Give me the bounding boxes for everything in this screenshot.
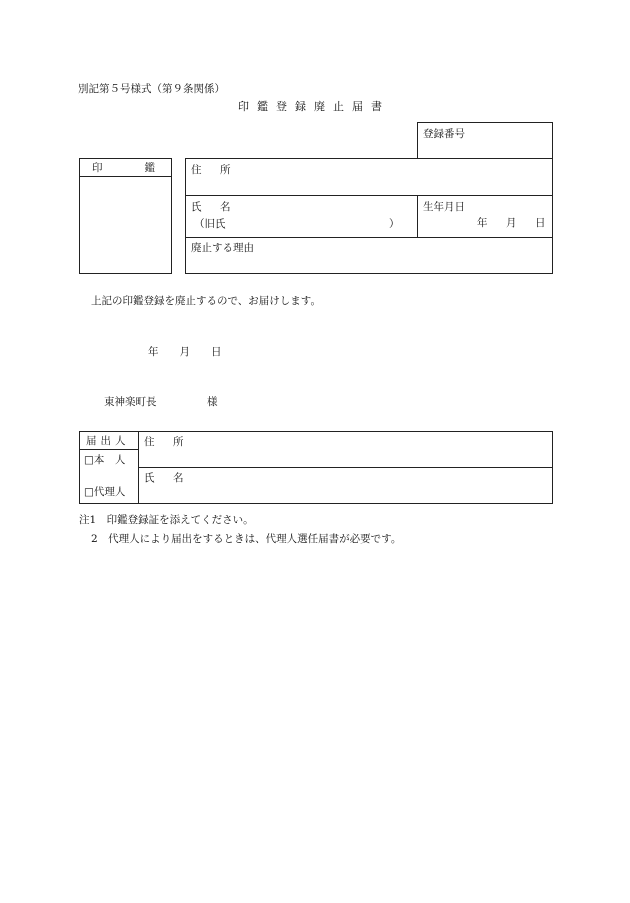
applicant-table-divider-horizontal — [138, 467, 553, 468]
applicant-name-label: 氏 名 — [144, 472, 188, 484]
applicant-info-box — [185, 158, 553, 274]
note-1: 注1 印鑑登録証を添えてください。 — [79, 514, 254, 526]
self-option-checkbox[interactable]: □本 人 — [84, 454, 126, 466]
birthdate-label: 生年月日 — [423, 201, 465, 213]
registration-number-label: 登録番号 — [423, 128, 465, 140]
statement-text: 上記の印鑑登録を廃止するので、お届けします。 — [91, 295, 321, 307]
birthdate-ymd: 年 月 日 — [477, 217, 550, 229]
divider-name — [185, 237, 553, 238]
name-label: 氏 名 — [191, 201, 235, 213]
form-reference: 別記第５号様式（第９条関係） — [78, 83, 225, 95]
applicant-address-label: 住 所 — [144, 436, 188, 448]
applicant-label-underline — [79, 449, 138, 450]
seal-label: 印 鑑 — [92, 162, 155, 174]
addressee-honorific: 様 — [207, 396, 218, 408]
applicant-label: 届出人 — [86, 435, 130, 447]
former-name-close: ） — [389, 218, 400, 230]
former-name-label: （旧氏 — [194, 218, 226, 230]
page-title: 印鑑登録廃止届書 — [238, 100, 390, 113]
note-2: 2 代理人により届出をするときは、代理人選任届書が必要です。 — [91, 533, 402, 545]
address-label: 住 所 — [191, 164, 235, 176]
reason-label: 廃止する理由 — [191, 242, 254, 254]
seal-header-divider — [79, 176, 172, 177]
agent-option-checkbox[interactable]: □代理人 — [84, 486, 126, 498]
addressee-mayor: 東神楽町長 — [104, 396, 157, 408]
divider-address — [185, 195, 553, 196]
date-line: 年 月 日 — [148, 346, 222, 358]
divider-birthdate — [417, 195, 418, 237]
